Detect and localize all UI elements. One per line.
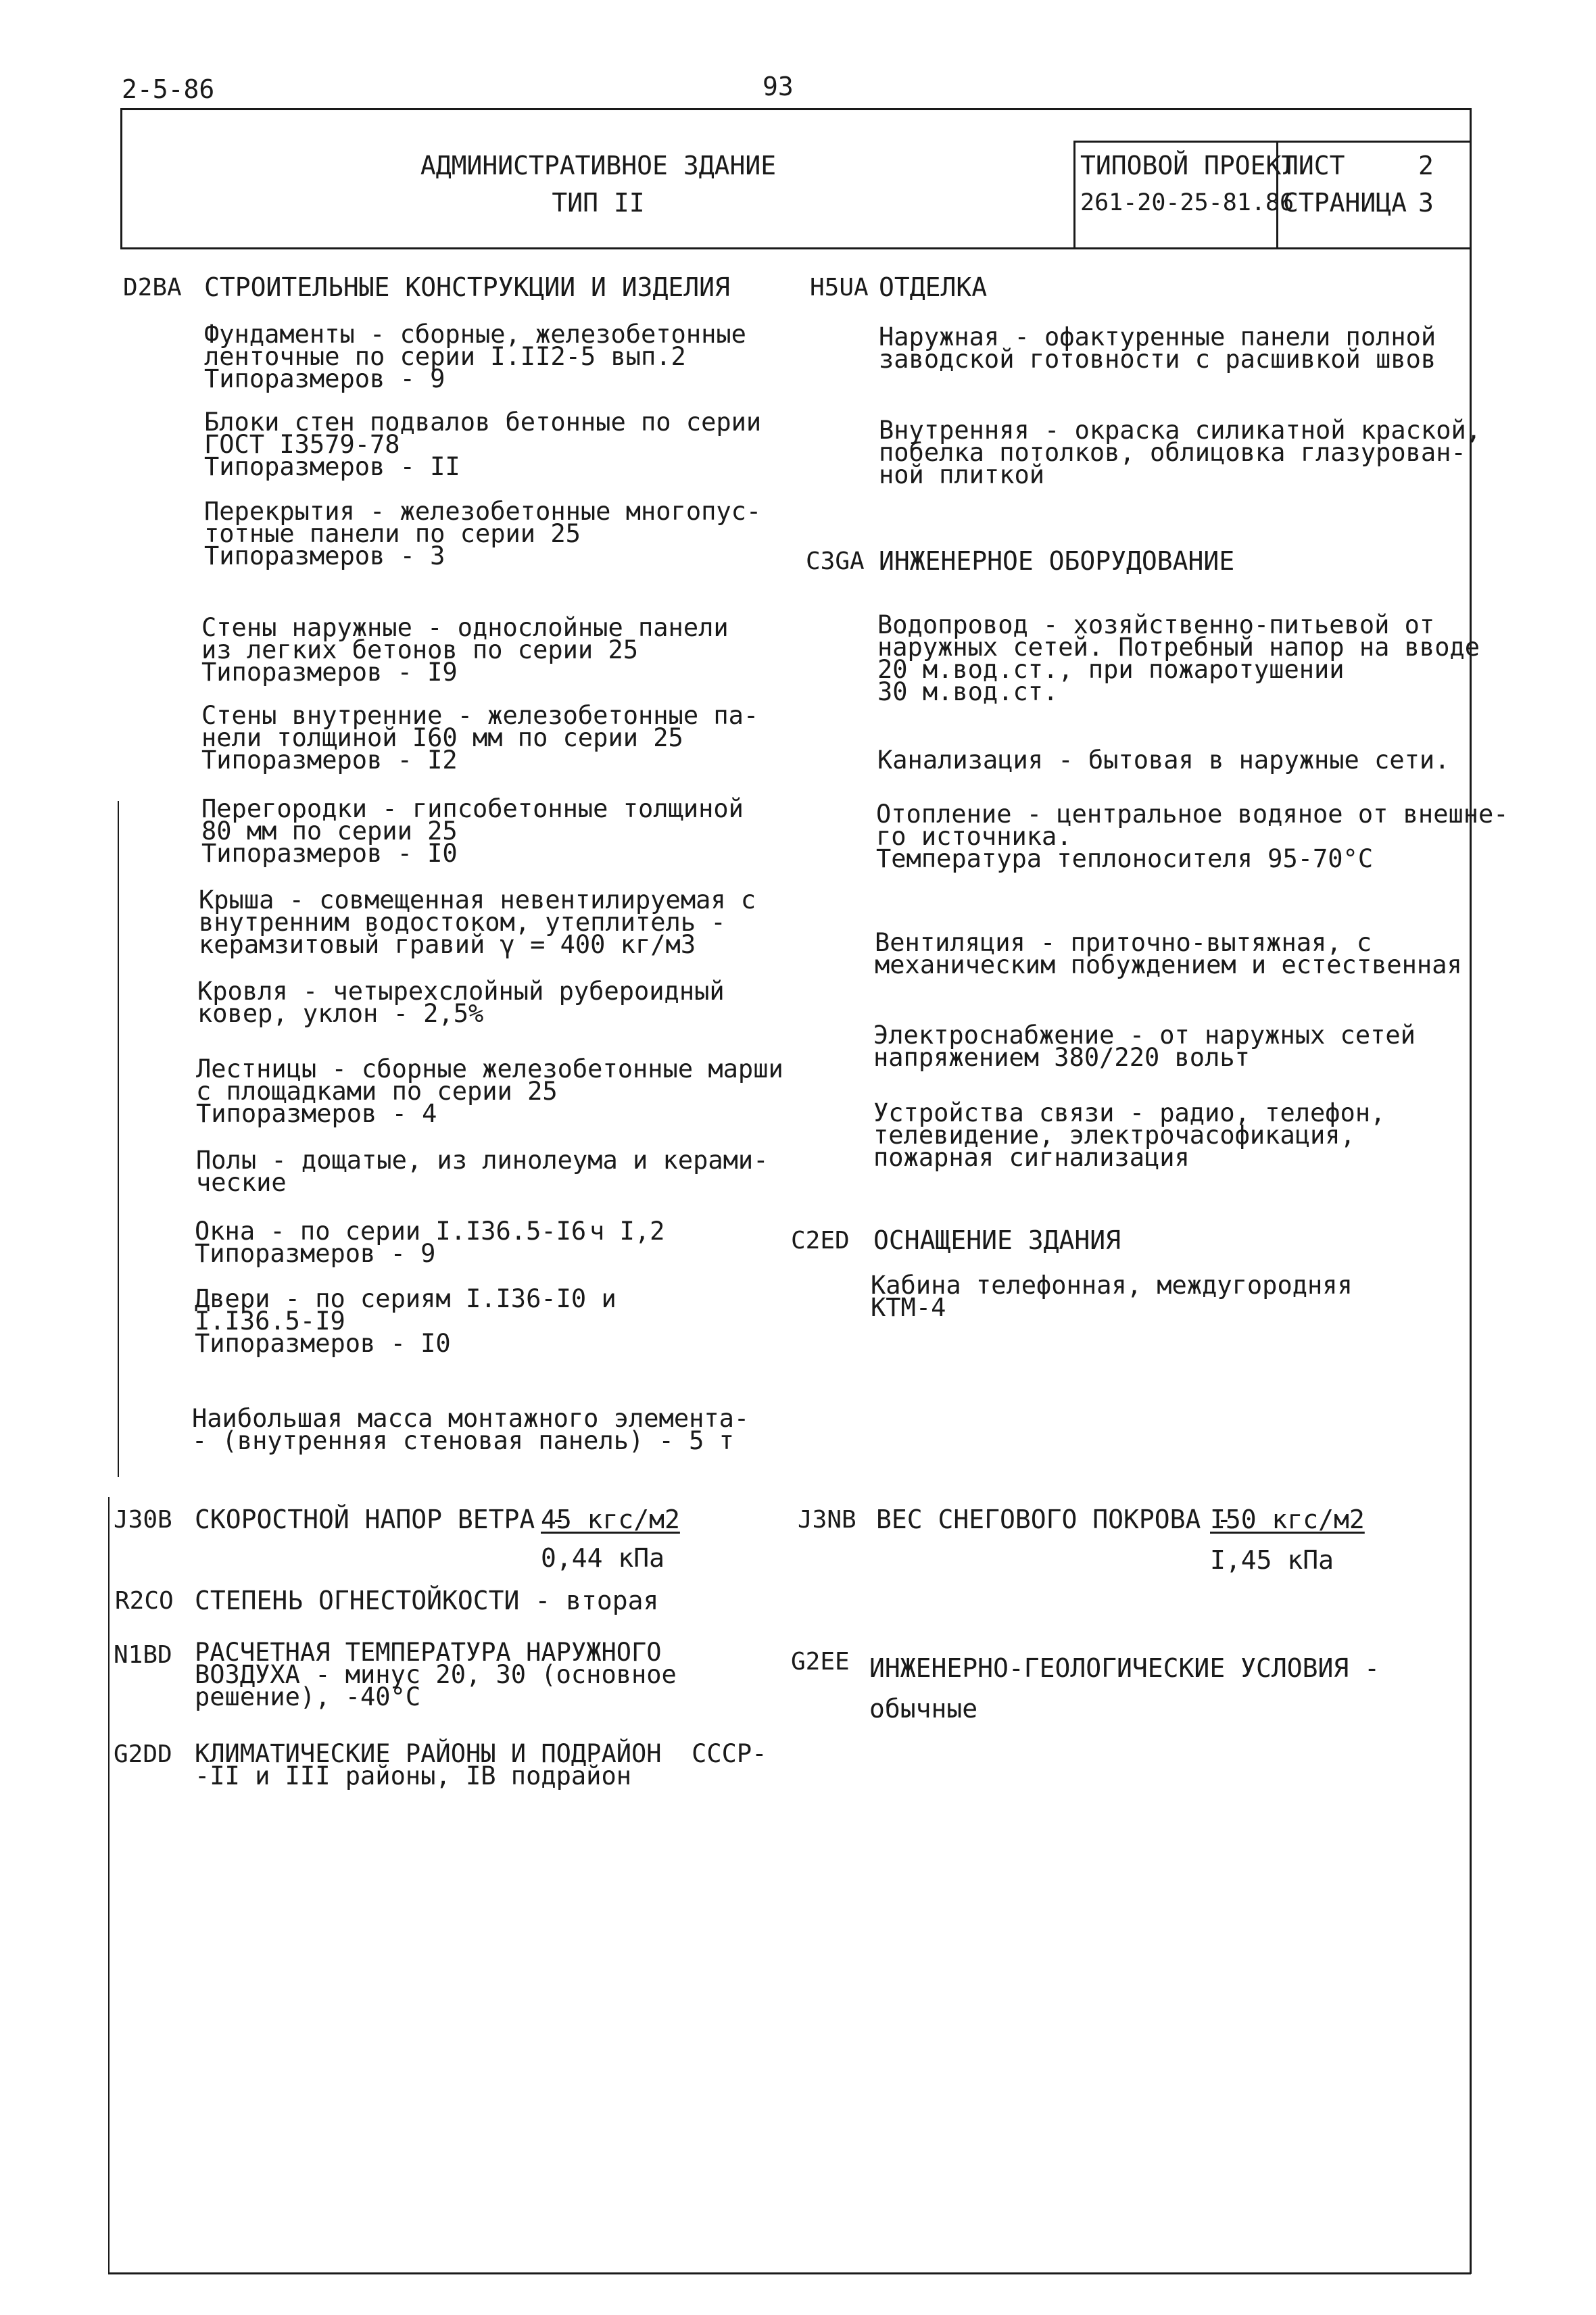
item-max-mass: Наибольшая масса монтажного элемента- - (внутренняя стеновая панель) - 5 т xyxy=(192,1404,750,1455)
header-title-line1: АДМИНИСТРАТИВНОЕ ЗДАНИЕ xyxy=(420,151,777,180)
eng-communication: Устройства связи - радио, телефон, телевидение, электрочасофикация, пожарная сигнализация xyxy=(873,1098,1386,1172)
header-title-line2: ТИП II xyxy=(552,188,645,218)
project-number: 261-20-25-81.86 xyxy=(1080,189,1295,216)
item-roof: Крыша - совмещенная невентилируемая с внутренним водостоком, утеплитель - керамзитовый гравий γ = 400 кг/м3 xyxy=(199,885,756,959)
page-number: 93 xyxy=(763,72,794,101)
snow-value: I50 кгс/м2 xyxy=(1210,1505,1365,1534)
margin-mark-left xyxy=(118,801,119,1477)
section-code-finish: H5UA xyxy=(810,274,869,301)
heading-construction: СТРОИТЕЛЬНЫЕ КОНСТРУКЦИИ И ИЗДЕЛИЯ xyxy=(204,272,730,302)
heading-engineering: ИНЖЕНЕРНОЕ ОБОРУДОВАНИЕ xyxy=(879,546,1235,576)
code-snow: J3NB xyxy=(798,1506,856,1534)
code-fire: R2CO xyxy=(115,1587,174,1615)
equipment-phone-booth: Кабина телефонная, междугородняя КТМ-4 xyxy=(871,1271,1353,1322)
item-windows: Окна - по серии I.I36.5-I6 Типоразмеров - 9 xyxy=(195,1217,587,1268)
item-floors: Полы - дощатые, из линолеума и керами- ческие xyxy=(196,1146,769,1197)
item-internal-walls: Стены внутренние - железобетонные па- нели толщиной I60 мм по серии 25 Типоразмеров - I2 xyxy=(201,701,759,775)
design-temperature: РАСЧЕТНАЯ ТЕМПЕРАТУРА НАРУЖНОГО ВОЗДУХА - минус 20, 30 (основное решение), -40°С xyxy=(195,1638,677,1711)
code-climate: G2DD xyxy=(114,1740,172,1768)
item-roofing: Кровля - четырехслойный рубероидный ковер, уклон - 2,5% xyxy=(197,977,725,1028)
code-geo: G2EE xyxy=(791,1648,850,1676)
page-value: 3 xyxy=(1418,188,1434,218)
eng-power: Электроснабжение - от наружных сетей напряжением 380/220 вольт xyxy=(873,1021,1416,1072)
header-box-top xyxy=(1073,141,1471,143)
item-external-walls: Стены наружные - однослойные панели из легких бетонов по серии 25 Типоразмеров - I9 xyxy=(201,613,729,687)
eng-water: Водопровод - хозяйственно-питьевой от наружных сетей. Потребный напор на вводе 20 м.вод.ст., при пожаротушении 30 м.вод.ст. xyxy=(877,610,1480,706)
frame-left-line-bottom xyxy=(108,1497,110,2274)
project-label: ТИПОВОЙ ПРОЕКТ xyxy=(1080,151,1297,180)
code-temp: N1BD xyxy=(114,1641,172,1669)
snow-label: ВЕС СНЕГОВОГО ПОКРОВА - xyxy=(876,1505,1232,1534)
eng-heating: Отопление - центральное водяное от внешне- го источника. Температура теплоносителя 95-70°С xyxy=(876,800,1509,873)
windows-note: ч I,2 xyxy=(589,1217,665,1246)
frame-bottom-line xyxy=(108,2272,1471,2274)
section-code-equipment: C2ED xyxy=(791,1227,850,1254)
item-doors: Двери - по сериям I.I36-I0 и I.I36.5-I9 Типоразмеров - I0 xyxy=(195,1284,616,1358)
climate-regions: КЛИМАТИЧЕСКИЕ РАЙОНЫ И ПОДРАЙОН СССР- -II и III районы, IB подрайон xyxy=(195,1739,767,1790)
sheet-label: ЛИСТ xyxy=(1283,151,1345,180)
section-code-construction: D2BA xyxy=(123,274,182,301)
item-partitions: Перегородки - гипсобетонные толщиной 80 мм по серии 25 Типоразмеров - I0 xyxy=(201,794,744,868)
eng-sewage: Канализация - бытовая в наружные сети. xyxy=(877,746,1450,775)
item-foundations: Фундаменты - сборные, железобетонные ленточные по серии I.II2-5 вып.2 Типоразмеров - 9 xyxy=(204,320,746,393)
eng-ventilation: Вентиляция - приточно-вытяжная, с механическим побуждением и естественная xyxy=(875,928,1462,979)
frame-top-line xyxy=(120,108,1471,110)
wind-value-kpa: 0,44 кПа xyxy=(541,1543,665,1573)
doc-date: 2-5-86 xyxy=(122,74,215,104)
item-floors-slabs: Перекрытия - железобетонные многопус- тотные панели по серии 25 Типоразмеров - 3 xyxy=(204,497,762,570)
page-label: СТРАНИЦА xyxy=(1283,188,1407,218)
heading-equipment: ОСНАЩЕНИЕ ЗДАНИЯ xyxy=(873,1225,1121,1255)
snow-value-kpa: I,45 кПа xyxy=(1210,1545,1334,1575)
header-bottom-line xyxy=(120,247,1471,249)
wind-value: 45 кгс/м2 xyxy=(541,1505,680,1534)
geo-conditions: ИНЖЕНЕРНО-ГЕОЛОГИЧЕСКИЕ УСЛОВИЯ - обычные xyxy=(869,1653,1380,1724)
wind-label: СКОРОСТНОЙ НАПОР ВЕТРА - xyxy=(195,1505,566,1534)
code-wind: J30B xyxy=(114,1506,172,1534)
item-stairs: Лестницы - сборные железобетонные марши с площадками по серии 25 Типоразмеров - 4 xyxy=(196,1054,783,1128)
section-code-engineering: C3GA xyxy=(806,547,865,575)
sheet-value: 2 xyxy=(1418,151,1434,180)
fire-resistance: СТЕПЕНЬ ОГНЕСТОЙКОСТИ - вторая xyxy=(195,1586,659,1615)
item-basement-blocks: Блоки стен подвалов бетонные по серии ГОСТ I3579-78 Типоразмеров - II xyxy=(204,408,762,481)
heading-finish: ОТДЕЛКА xyxy=(879,272,988,302)
finish-internal: Внутренняя - окраска силикатной краской, побелка потолков, облицовка глазурован- ной плиткой xyxy=(879,416,1482,489)
finish-external: Наружная - офактуренные панели полной заводской готовности с расшивкой швов xyxy=(879,322,1436,374)
